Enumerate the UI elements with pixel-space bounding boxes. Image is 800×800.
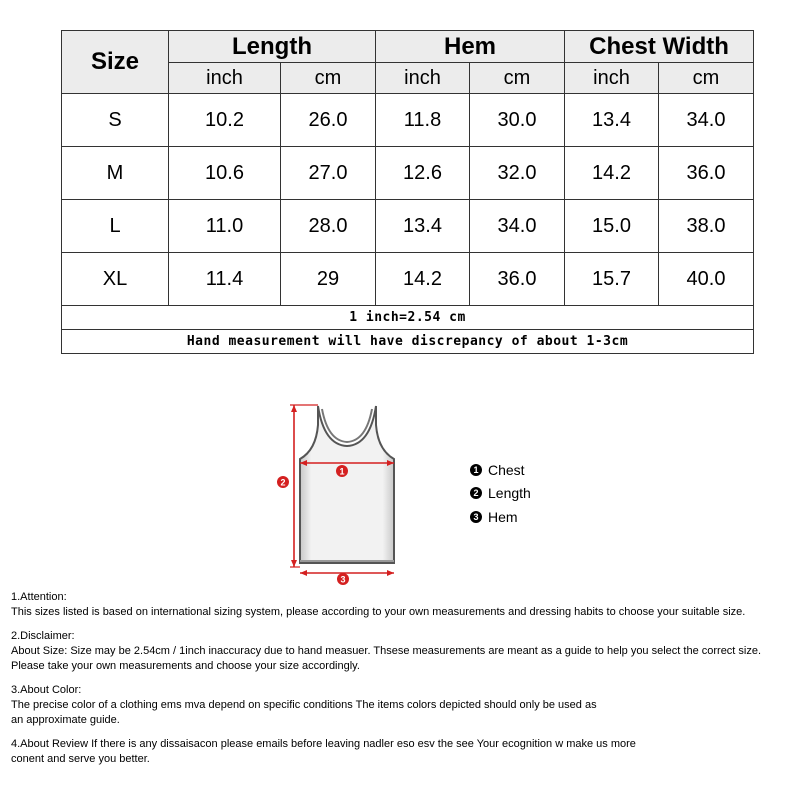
legend-number-icon: 1: [470, 464, 482, 476]
note-heading: 3.About Color:: [11, 684, 82, 696]
size-chart-table: [61, 30, 754, 354]
conversion-note: 1 inch=2.54 cm: [62, 306, 754, 330]
review-note: [11, 737, 796, 767]
chest-width-header: Chest Width: [565, 31, 754, 63]
tank-top-body: [300, 406, 394, 563]
note-text: Please take your own measurements and choose your size accordingly.: [11, 660, 360, 672]
table-cell: 36.0: [470, 253, 565, 306]
table-row: [62, 200, 754, 253]
table-cell: 13.4: [376, 200, 470, 253]
legend-number-icon: 3: [470, 511, 482, 523]
size-header: Size: [62, 31, 169, 94]
table-cell: 11.8: [376, 94, 470, 147]
color-note: [11, 683, 796, 728]
legend-number-icon: 2: [470, 487, 482, 499]
table-cell: 29: [281, 253, 376, 306]
hem-header: Hem: [376, 31, 565, 63]
size-cell: S: [62, 94, 169, 147]
measurement-legend: [470, 458, 531, 529]
note-text: This sizes listed is based on international sizing system, please according to your own measurements and dressing habits to choose your suitable size.: [11, 606, 746, 618]
table-cell: 36.0: [659, 147, 754, 200]
legend-item: [470, 458, 531, 482]
disclaimer-note: [11, 629, 796, 674]
table-row: [62, 147, 754, 200]
unit-header: inch: [565, 63, 659, 94]
table-cell: 32.0: [470, 147, 565, 200]
header-row: [62, 31, 754, 63]
table-cell: 11.4: [169, 253, 281, 306]
table-cell: 26.0: [281, 94, 376, 147]
unit-header: cm: [470, 63, 565, 94]
table-cell: 28.0: [281, 200, 376, 253]
note-heading: 1.Attention:: [11, 591, 67, 603]
table-cell: 14.2: [565, 147, 659, 200]
table-cell: 27.0: [281, 147, 376, 200]
unit-header: inch: [169, 63, 281, 94]
legend-label: Length: [488, 485, 531, 502]
hem-marker: [337, 573, 349, 585]
table-cell: 15.0: [565, 200, 659, 253]
conversion-note-row: [62, 306, 754, 330]
note-text: conent and serve you better.: [11, 753, 150, 765]
unit-header: cm: [281, 63, 376, 94]
table-cell: 40.0: [659, 253, 754, 306]
note-text: The precise color of a clothing ems mva depend on specific conditions The items colors depicted should only be used as: [11, 699, 597, 711]
svg-text:1: 1: [339, 466, 345, 477]
discrepancy-note: Hand measurement will have discrepancy of about 1-3cm: [62, 330, 754, 354]
notes-section: [11, 590, 796, 776]
svg-text:2: 2: [280, 477, 286, 488]
chest-marker: [336, 465, 348, 477]
tank-top-illustration: [270, 395, 410, 590]
table-row: [62, 94, 754, 147]
table-cell: 34.0: [659, 94, 754, 147]
table-cell: 13.4: [565, 94, 659, 147]
note-heading: 2.Disclaimer:: [11, 630, 75, 642]
length-header: Length: [169, 31, 376, 63]
table-cell: 10.2: [169, 94, 281, 147]
table-cell: 30.0: [470, 94, 565, 147]
discrepancy-note-row: [62, 330, 754, 354]
table-cell: 34.0: [470, 200, 565, 253]
size-cell: L: [62, 200, 169, 253]
note-text: 4.About Review If there is any dissaisacon please emails before leaving nadler eso esv the see Your ecognition w make us more: [11, 738, 636, 750]
table-cell: 10.6: [169, 147, 281, 200]
size-cell: M: [62, 147, 169, 200]
unit-header: inch: [376, 63, 470, 94]
size-cell: XL: [62, 253, 169, 306]
legend-label: Hem: [488, 508, 518, 525]
table-cell: 38.0: [659, 200, 754, 253]
legend-item: [470, 482, 531, 506]
unit-header: cm: [659, 63, 754, 94]
length-marker: [277, 476, 289, 488]
legend-label: Chest: [488, 461, 525, 478]
table-cell: 15.7: [565, 253, 659, 306]
note-text: an approximate guide.: [11, 714, 120, 726]
table-cell: 14.2: [376, 253, 470, 306]
legend-item: [470, 505, 531, 529]
table-row: [62, 253, 754, 306]
svg-text:3: 3: [340, 574, 346, 585]
attention-note: [11, 590, 796, 620]
note-text: About Size: Size may be 2.54cm / 1inch inaccuracy due to hand measuer. Thsese measurements are meant as a guide to help you select the correct size.: [11, 645, 762, 657]
tank-top-diagram: [270, 395, 410, 590]
table-cell: 12.6: [376, 147, 470, 200]
table-cell: 11.0: [169, 200, 281, 253]
